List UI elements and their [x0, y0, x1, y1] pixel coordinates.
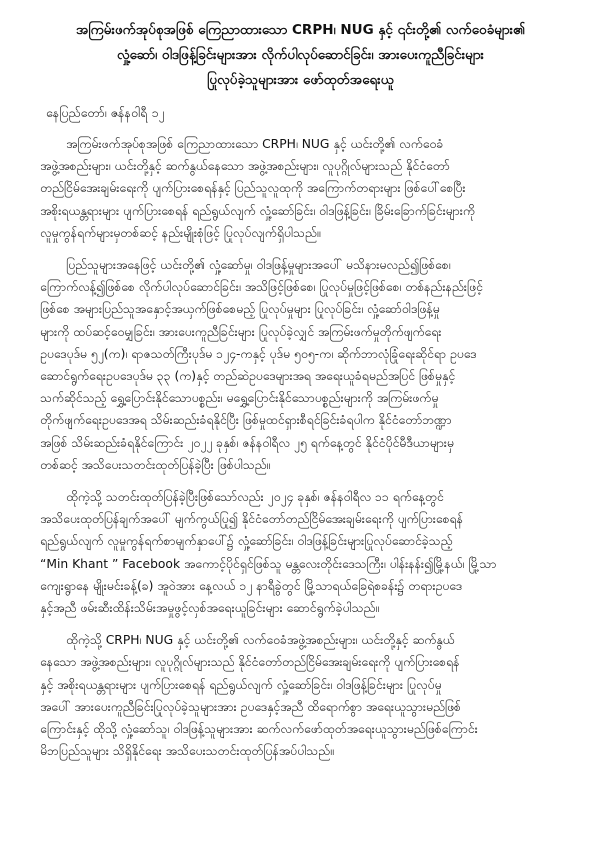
paragraph-line: နှင့် အစိုးရယန္တရားများ ပျက်ပြားစေရန် ရည်ရွယ်လျက် လှုံ့ဆော်ခြင်း၊ ဝါဒဖြန့်ခြင်းများ ပြုလုပ်မှု [40, 677, 442, 692]
paragraph-line: ဥပဒေပုဒ်မ ၅၂(က)၊ ရာဇသတ်ကြီးပုဒ်မ ၁၂၄-ကနှင့် ပုဒ်မ ၅၀၅-က၊ ဆိုက်ဘာလုံခြုံရေးဆိုင်ရာ ဥပဒေ [40, 346, 477, 361]
paragraph-3 [40, 486, 561, 619]
paragraph-line: ဖြစ်စေ အများပြည်သူအနှောင့်အယှက်ဖြစ်စေမည့် ပြုလုပ်မှုများ ပြုလုပ်ခြင်း၊ လှုံ့ဆော်ဝါဒဖြန့်မှု [40, 302, 440, 317]
paragraph-line: “Min Khant ” Facebook အကောင့်ပိုင်ရှင်ဖြစ်သူ မန္တလေးတိုင်းဒေသကြီး၊ ပါန်းနန်း၍မြို့နယ်၊ မြို့သာ [40, 556, 497, 571]
paragraph-line: အဖြစ် သိမ်းဆည်းခံရနိုင်ကြောင်း ၂၀၂၂ ခုနှစ်၊ ဇန်နဝါရီလ ၂၅ ရက်နေ့တွင် နိုင်ငံပိုင်မီဒီယာများမှ [40, 435, 454, 450]
paragraph-line: အသိပေးထုတ်ပြန်ချက်အပေါ် မျက်ကွယ်ပြု၍ နိုင်ငံတော်တည်ငြိမ်အေးချမ်းရေးကို ပျက်ပြားစေရန် [40, 512, 463, 527]
paragraph-1 [40, 133, 561, 244]
paragraph-line: မိဘပြည်သူများ သိရှိနိုင်ရေး အသိပေးသတင်းထုတ်ပြန်အပ်ပါသည်။ [40, 744, 334, 759]
dateline: နေပြည်တော်၊ ဇန်နဝါရီ ၁၂ [46, 105, 165, 120]
paragraph-line: တိုက်ဖျက်ရေးဥပဒေအရ သိမ်းဆည်းခံရနိုင်ပြီး ဖြစ်မှုထင်ရှားစီရင်ခြင်းခံရပါက နိုင်ငံတော်ဘဏ္ဍာ [40, 413, 452, 428]
paragraph-line: ဆောင်ရွက်ရေးဥပဒေပုဒ်မ ၃၃ (က)နှင့် တည်ဆဲဥပဒေများအရ အရေးယူခံရမည်အပြင် ဖြစ်မှုနှင့် [40, 369, 456, 384]
paragraph-2 [40, 254, 561, 476]
paragraph-line: ကြောင်းနှင့် ထိုသို့ လှုံ့ဆော်သူ၊ ဝါဒဖြန့်သူများအား ဆက်လက်ဖော်ထုတ်အရေးယူသွားမည်ဖြစ်ကြောင်း [40, 722, 478, 737]
title-line: အကြမ်းဖက်အုပ်စုအဖြစ် ကြေညာထားသော CRPH၊ NUG နှင့် ၎င်းတို့၏ လက်ဝေခံများ၏ [75, 22, 526, 38]
paragraph-line: လူမှုကွန်ရက်များမှတစ်ဆင့် နည်းမျိုးစုံဖြင့် ပြုလုပ်လျက်ရှိပါသည်။ [40, 225, 321, 240]
paragraph-line: များကို ထပ်ဆင့်ဝေမျှခြင်း၊ အားပေးကူညီခြင်းများ ပြုလုပ်ခဲ့လျှင် အကြမ်းဖက်မှုတိုက်ဖျက်ရေး [40, 324, 442, 339]
paragraph-line: အကြမ်းဖက်အုပ်စုအဖြစ် ကြေညာထားသော CRPH၊ NUG နှင့် ယင်းတို့၏ လက်ဝေခံ [66, 137, 444, 151]
title-line: ပြုလုပ်ခဲ့သူများအား ဖော်ထုတ်အရေးယူ [207, 72, 394, 88]
paragraph-4 [40, 629, 561, 762]
paragraph-line: ရည်ရွယ်လျက် လူမှုကွန်ရက်စာမျက်နှာပေါ်၌ လှုံ့ဆော်ခြင်း၊ ဝါဒဖြန့်ခြင်းများပြုလုပ်ဆောင်ခဲ့သည့် [40, 534, 453, 549]
title-line: လှုံ့ဆော်၊ ဝါဒဖြန့်ခြင်းများအား လိုက်ပါလုပ်ဆောင်ခြင်း၊ အားပေးကူညီခြင်းများ [117, 47, 484, 63]
document-title [40, 18, 561, 93]
paragraph-line: ထိုကဲ့သို့ CRPH၊ NUG နှင့် ယင်းတို့၏ လက်ဝေခံအဖွဲ့အစည်းများ၊ ယင်းတို့နှင့် ဆက်နွယ် [66, 633, 455, 648]
paragraph-line: တစ်ဆင့် အသိပေးသတင်းထုတ်ပြန်ခဲ့ပြီး ဖြစ်ပါသည်။ [40, 457, 271, 472]
paragraph-line: ပြည်သူများအနေဖြင့် ယင်းတို့၏ လှုံ့ဆော်မှု၊ ဝါဒဖြန့်မှုများအပေါ် မသိနားမလည်၍ဖြစ်စေ၊ [66, 258, 451, 273]
paragraph-line: အဖွဲ့အစည်းများ၊ ယင်းတို့နှင့် ဆက်နွယ်နေသော အဖွဲ့အစည်းများ၊ လူပုဂ္ဂိုလ်များသည် နိုင်ငံတော် [40, 159, 450, 174]
paragraph-line: ကြောက်လန့်၍ဖြစ်စေ လိုက်ပါလုပ်ဆောင်ခြင်း၊ အသိဖြင့်ဖြစ်စေ၊ ပြုလုပ်မှုဖြင့်ဖြစ်စေ၊ တစ်နည်းနည်းဖြင့် [40, 280, 483, 295]
paragraph-line: ထိုကဲ့သို့ သတင်းထုတ်ပြန်ခဲ့ပြီးဖြစ်သော်လည်း ၂၀၂၄ ခုနှစ်၊ ဇန်နဝါရီလ ၁၁ ရက်နေ့တွင် [66, 490, 444, 505]
paragraph-line: အစိုးရယန္တရားများ ပျက်ပြားစေရန် ရည်ရွယ်လျက် လှုံ့ဆော်ခြင်း၊ ဝါဒဖြန့်ခြင်း၊ ခြိမ်းခြောက်ခြင်းများကို [40, 203, 475, 218]
paragraph-line: ကျေးရွာနေ မျိုးမင်းခန့်(ခ) အူဝဲအား နေ့လယ် ၁၂ နာရီခွဲတွင် မြို့သာရယ်ခြေရဲစခန်း၌ တရားဥပဒေ [40, 578, 462, 593]
paragraph-line: တည်ငြိမ်အေးချမ်းရေးကို ပျက်ပြားစေရန်နှင့် ပြည်သူလူထုကို အကြောက်တရားများ ဖြစ်ပေါ်စေပြီး [40, 181, 466, 196]
paragraph-line: သက်ဆိုင်သည့် ရွှေ့ပြောင်းနိုင်သောပစ္စည်း၊ မရွှေ့ပြောင်းနိုင်သောပစ္စည်းများကို အကြမ်းဖက်မှု [40, 391, 439, 406]
paragraph-line: နေသော အဖွဲ့အစည်းများ၊ လူပုဂ္ဂိုလ်များသည် နိုင်ငံတော်တည်ငြိမ်အေးချမ်းရေးကို ပျက်ပြားစေရန် [40, 655, 460, 670]
paragraph-line: အပေါ် အားပေးကူညီခြင်းပြုလုပ်ခဲ့သူများအား ဥပဒေနှင့်အညီ ထိရောက်စွာ အရေးယူသွားမည်ဖြစ် [40, 699, 461, 714]
paragraph-line: နှင့်အညီ ဖမ်းဆီးထိန်းသိမ်းအမှုဖွင့်လှစ်အရေးယူခြင်းများ ဆောင်ရွက်ခဲ့ပါသည်။ [40, 601, 380, 616]
